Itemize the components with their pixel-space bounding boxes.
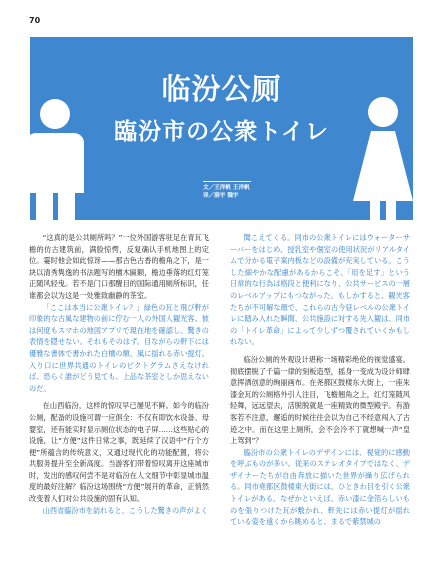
byline-translator: 译／薛宇 魏宇 bbox=[203, 193, 239, 199]
paragraph-japanese: 「ここは本当に公衆トイレ？」緑色の瓦と飛び軒が印象的な古風な建物の前に佇む一人の外国人観光客。彼は何度もスマホの地図アプリで現在地を確認し、驚きの表情を隠せない。それもそのはず。目ながらの軒下には優雅な書体で書かれた白檀の額、風に揺れる赤い提灯。入り口に世界共通のトイレのピクトグラムさえなければ、恐らく誰がどう見ても、上品な茶室としか思えないのだ。 bbox=[29, 302, 209, 393]
byline bbox=[203, 184, 313, 200]
byline-author: 文／王洋帆 王洋帆 bbox=[203, 185, 250, 191]
title-banner bbox=[30, 37, 413, 220]
paragraph-chinese: 在山西临汾，这样的惊叹早已屡见不鲜。如今的临汾公厕，配备的设施可谓一应俱全：不仅有即饮水设备、母婴室，还有能实时显示厕位状态的电子屏……这些贴心的设施，让“方便”这件日常之事，既延续了汉语中“行个方便”所蕴含的传统意义，又通过现代化的功能配置，将公共服务提升至全新高度。当游客们带着惊叹离开这座城市时，发出的感叹何尝不是对临汾在人文细节中彰显城市温度的最好注解？临汾这场围绕“方便”展开的革命，正悄然改变着人们对公共设施的固有认知。 bbox=[29, 401, 209, 504]
paragraph-chinese: “这真的是公共厕所吗？”一位外国游客驻足在青瓦飞檐的仿古建筑前，满脸惊愕，反复确认手机地图上的定位。霎时他会如此惊讶——那古色古香的檐角之下，是一块以清秀隽逸的书法题写的檀木匾额，檐边垂落的红灯笼正随风轻曳。若不是门口那醒目的国际通用厕所标识，任谁都会以为这是一处雅致幽静的茶室。 bbox=[29, 233, 209, 300]
right-column bbox=[230, 232, 410, 528]
paragraph-japanese: 山西省臨汾市を訪れると、こうした驚きの声がよく bbox=[42, 505, 208, 515]
paragraph-japanese: 臨汾市の公衆トイレのデザインには、視覚的に感動を呼ぶものが多い。従来のステレオタイプではなく、デザイナーたちが自由奔放に描いた世界が繰り広げられる。同市堯都区鼓楼東大街には、ひときわ目を引く公衆トイレがある。なぜかといえば、赤い漆に金箔らしいものを張りつけた瓦が敷かれ、軒先には赤い提灯が揺れている姿を遠くから眺めると、まるで紫禁城の bbox=[230, 447, 410, 527]
page-number: 70 bbox=[29, 16, 41, 25]
paragraph-chinese: 临汾公厕的外观设计堪称一场精彩绝伦的视觉盛宴。彻底摆脱了千篇一律的刻板造型，摇身一变成为设计师肆意挥洒创意的绚丽画布。在尧都区鼓楼东大街上，一座朱漆金瓦的公厕格外引人注目，飞檐翘角之上，红灯笼随风轻舞，远远望去，活脱脱就是一座精致的微型殿宇。有游客若不注意，邂逅的时候往往会以为自己不经意闯入了古迹之中。而在这里上厕所，会不会冷不丁就想喊一声“皇上驾到”？ bbox=[230, 354, 410, 446]
paragraph-japanese: 聞こえてくる。同市の公衆トイレにはウォーターサーバーをはじめ、授乳室や個室の使用状況がリアルタイムで分かる電子案内板などの設備が充実している。こうした細やかな配慮があるからこそ、「用を足す」という日常的な行為は格段と便利になり、公共サービスの一層のレベルアップにもつながった。もしかすると、観光客たちが不可解な顔で、これらの古今昼レベルの公衆トイレに踏み入れた瞬間、公共施設に対する先入観は、同市の「トイレ革命」によって少しずつ覆されていくかもしれない。 bbox=[230, 233, 410, 347]
left-column bbox=[29, 232, 209, 516]
byline-rule bbox=[203, 181, 251, 182]
title-japanese: 臨汾市の公衆トイレ bbox=[114, 118, 329, 145]
title-chinese: 临汾公厕 bbox=[161, 72, 282, 106]
